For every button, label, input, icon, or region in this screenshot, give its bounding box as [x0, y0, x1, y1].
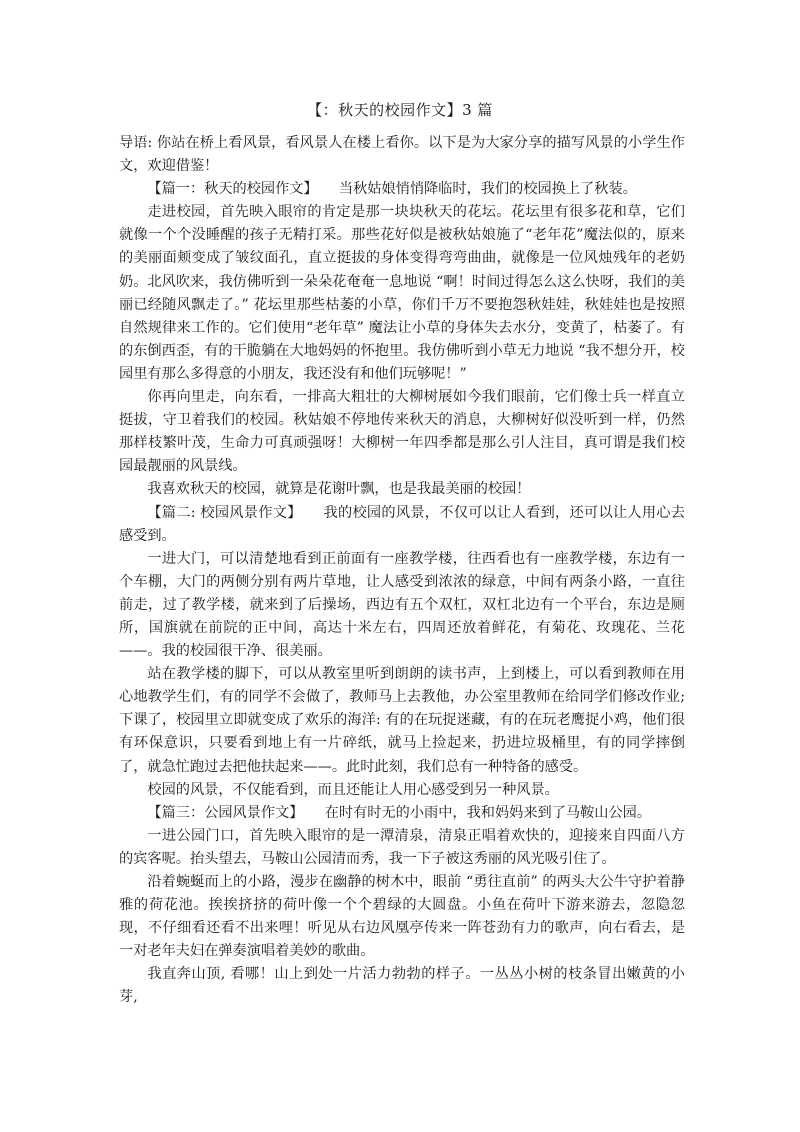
- paragraph: 你再向里走，向东看，一排高大粗壮的大柳树展如今我们眼前，它们像士兵一样直立挺拔，守卫着我们的校园。秋姑娘不停地传来秋天的消息，大柳树好似没听到一样，仍然那样枝繁叶茂，生命力可真顽强呀！大柳树一年四季都是那么引人注目，真可谓是我们校园最靓丽的风景线。: [119, 389, 685, 475]
- paragraph: 导语: 你站在桥上看风景，看风景人在楼上看你。以下是为大家分享的描写风景的小学生作文，欢迎借鉴！: [119, 135, 685, 175]
- paragraph: 一进公园门口，首先映入眼帘的是一潭清泉，清泉正唱着欢快的，迎接来自四面八方的宾客呢。抬头望去，马鞍山公园清而秀，我一下子被这秀丽的风光吸引住了。: [119, 827, 685, 867]
- paragraph: 一进大门，可以清楚地看到正前面有一座教学楼，往西看也有一座教学楼，东边有一个车棚，大门的两侧分别有两片草地，让人感受到浓浓的绿意，中间有两条小路，一直往前走，过了教学楼，就来到了后操场，西边有五个双杠，双杠北边有一个平台，东边是厕所，国旗就在前院的正中间，高达十米左右，四周还放着鲜花，有菊花、玫瑰花、兰花——。我的校园很干净、很美丽。: [119, 550, 685, 660]
- paragraph: 沿着蜿蜒而上的小路，漫步在幽静的树木中，眼前 “勇往直前” 的两头大公牛守护着静雅的荷花池。挨挨挤挤的荷叶像一个个碧绿的大圆盘。小鱼在荷叶下游来游去，忽隐忽现，不仔细看还看不出来哩！听见从右边风凰亭传来一阵苍劲有力的歌声，向右看去，是一对老年夫妇在弹奏演唱着美妙的歌曲。: [119, 874, 685, 960]
- paragraph: 【篇三：公园风景作文】 在时有时无的小雨中，我和妈妈来到了马鞍山公园。: [147, 804, 652, 821]
- document-body: [119, 132, 685, 1010]
- paragraph: 【篇二: 校园风景作文】 我的校园的风景，不仅可以让人看到，还可以让人用心去感受到。: [119, 504, 685, 544]
- paragraph: 【篇一：秋天的校园作文】 当秋姑娘悄悄降临时，我们的校园换上了秋装。: [147, 181, 637, 198]
- paragraph: 我直奔山顶, 看哪！山上到处一片活力勃勃的样子。一丛丛小树的枝条冒出嫩黄的小芽,: [119, 966, 685, 1006]
- document-title: 【：秋天的校园作文】3 篇: [307, 101, 493, 119]
- paragraph: 走进校园，首先映入眼帘的肯定是那一块块秋天的花坛。花坛里有很多花和草，它们就像一个个没睡醒的孩子无精打采。那些花好似是被秋姑娘施了“老年花”魔法似的，原来的美丽面颊变成了皱纹面孔，直立挺拔的身体变得弯弯曲曲，就像是一位风烛残年的老奶奶。北风吹来，我仿佛听到一朵朵花奄奄一息地说 “啊！时间过得怎么这么快呀，我们的美丽已经随风飘走了。” 花坛里那些枯萎的小草，你们千万不要抱怨秋娃娃，秋娃娃也是按照自然规律来工作的。它们使用“老年草” 魔法让小草的身体失去水分，变黄了，枯萎了。有的东倒西歪，有的干脆躺在大地妈妈的怀抱里。我仿佛听到小草无力地说 “我不想分开，校园里有那么多得意的小朋友，我还没有和他们玩够呢！”: [119, 204, 685, 382]
- paragraph: 站在教学楼的脚下，可以从教室里听到朗朗的读书声，上到楼上，可以看到教师在用心地教学生们，有的同学不会做了，教师马上去教他，办公室里教师在给同学们修改作业; 下课了，校园里立即就变成了欢乐的海洋: 有的在玩捉迷藏，有的在玩老鹰捉小鸡，他们很有环保意识，只要看到地上有一片碎纸，就马上捡起来，扔进垃圾桶里，有的同学摔倒了，就急忙跑过去把他扶起来——。此时此刻，我们总有一种特备的感受。: [119, 666, 685, 775]
- paragraph: 校园的风景，不仅能看到，而且还能让人用心感受到另一种风景。: [147, 781, 559, 798]
- paragraph: 我喜欢秋天的校园，就算是花谢叶飘，也是我最美丽的校园！: [147, 481, 531, 498]
